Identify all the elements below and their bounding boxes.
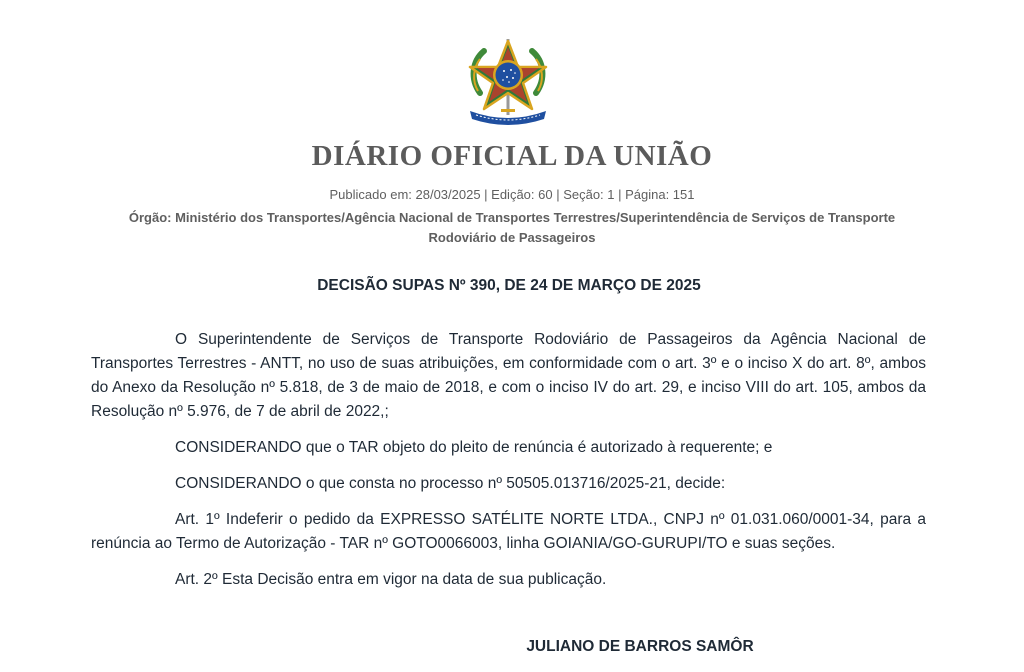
act-body [91, 328, 926, 604]
considerando-paragraph-1: CONSIDERANDO que o TAR objeto do pleito de renúncia é autorizado à requerente; e [175, 439, 773, 456]
considerando-paragraph-2: CONSIDERANDO o que consta no processo nº 50505.013716/2025-21, decide: [175, 475, 726, 492]
brazil-coat-of-arms-icon [462, 35, 554, 127]
article-1-paragraph: Art. 1º Indeferir o pedido da EXPRESSO SATÉLITE NORTE LTDA., CNPJ nº 01.031.060/0001-34, para a renúncia ao Termo de Autorização - TAR nº GOTO0066003, linha GOIANIA/GO-GURUPI/TO e suas seções. [91, 511, 926, 552]
article-2-paragraph: Art. 2º Esta Decisão entra em vigor na data de sua publicação. [175, 571, 607, 588]
preamble-paragraph: O Superintendente de Serviços de Transporte Rodoviário de Passageiros da Agência Nacional de Transportes Terrestres - ANTT, no uso de suas atribuições, em conformidade com o art. 3º e o inciso X do art. 8º, ambos do Anexo da Resolução nº 5.818, de 3 de maio de 2018, e com o inciso IV do art. 29, e inciso VIII do art. 105, ambos da Resolução nº 5.976, de 7 de abril de 2022,; [91, 331, 926, 420]
masthead-title: DIÁRIO OFICIAL DA UNIÃO [311, 140, 713, 172]
orgao-line: Órgão: Ministério dos Transportes/Agência Nacional de Transportes Terrestres/Superintendência de Serviços de Transporte Rodoviário de Passageiros [128, 210, 896, 245]
act-title: DECISÃO SUPAS Nº 390, DE 24 DE MARÇO DE 2025 [317, 277, 701, 294]
publication-info: Publicado em: 28/03/2025 | Edição: 60 | Seção: 1 | Página: 151 [329, 187, 695, 202]
signatory-name: JULIANO DE BARROS SAMÔR [526, 638, 754, 655]
